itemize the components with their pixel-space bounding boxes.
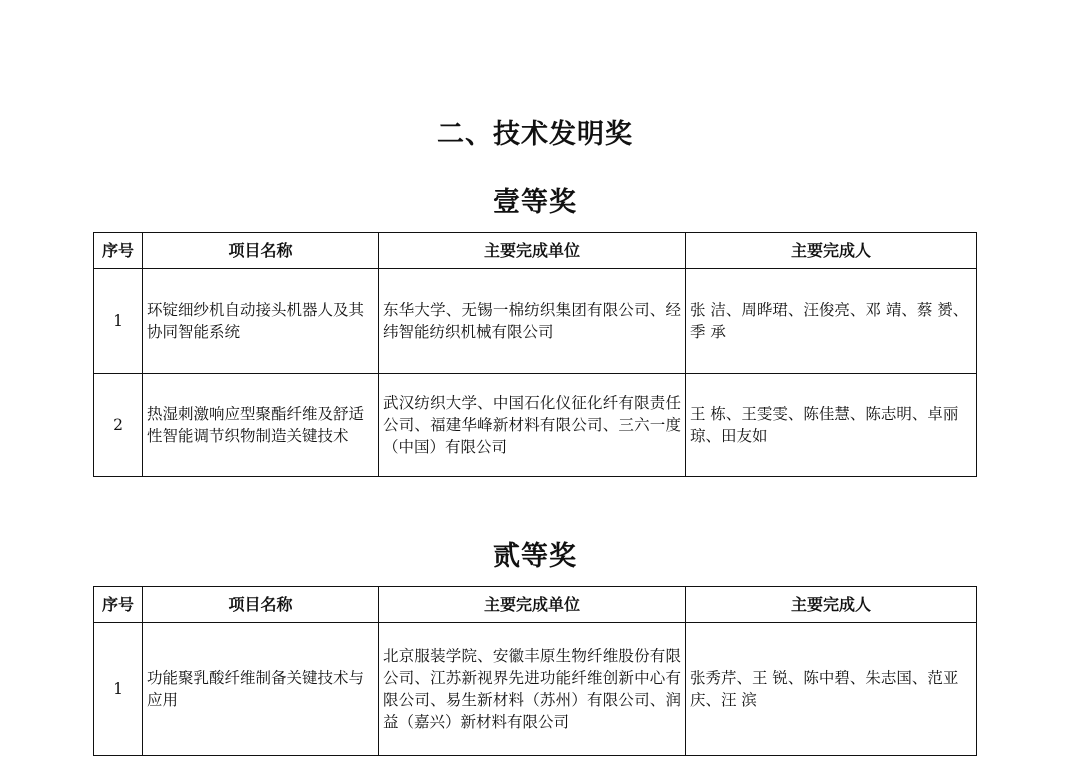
table-row (94, 374, 977, 477)
cell-main-unit: 北京服装学院、安徽丰原生物纤维股份有限公司、江苏新视界先进功能纤维创新中心有限公司、易生新材料（苏州）有限公司、润益（嘉兴）新材料有限公司 (379, 623, 686, 756)
cell-project-name: 环锭细纱机自动接头机器人及其协同智能系统 (143, 269, 379, 374)
table-row (94, 623, 977, 756)
cell-main-people: 张秀芹、王 锐、陈中碧、朱志国、范亚庆、汪 滨 (686, 623, 977, 756)
first-prize-table (93, 232, 977, 477)
header-main-people: 主要完成人 (686, 587, 977, 623)
cell-project-name: 功能聚乳酸纤维制备关键技术与应用 (143, 623, 379, 756)
header-main-unit: 主要完成单位 (379, 587, 686, 623)
header-project-name: 项目名称 (143, 587, 379, 623)
cell-seq: 1 (94, 269, 143, 374)
header-main-unit: 主要完成单位 (379, 233, 686, 269)
table-row (94, 269, 977, 374)
page-title: 二、技术发明奖 (437, 119, 633, 150)
cell-seq: 2 (94, 374, 143, 477)
cell-main-people: 王 栋、王雯雯、陈佳慧、陈志明、卓丽琼、田友如 (686, 374, 977, 477)
table-header-row (94, 233, 977, 269)
section-title-first-prize: 壹等奖 (493, 187, 577, 218)
cell-main-unit: 东华大学、无锡一棉纺织集团有限公司、经纬智能纺织机械有限公司 (379, 269, 686, 374)
cell-seq: 1 (94, 623, 143, 756)
cell-main-people: 张 洁、周晔珺、汪俊亮、邓 靖、蔡 赟、季 承 (686, 269, 977, 374)
cell-project-name: 热湿刺激响应型聚酯纤维及舒适性智能调节织物制造关键技术 (143, 374, 379, 477)
table-header-row (94, 587, 977, 623)
header-main-people: 主要完成人 (686, 233, 977, 269)
second-prize-table (93, 586, 977, 756)
section-title-second-prize: 贰等奖 (493, 541, 577, 572)
cell-main-unit: 武汉纺织大学、中国石化仪征化纤有限责任公司、福建华峰新材料有限公司、三六一度（中国）有限公司 (379, 374, 686, 477)
header-seq: 序号 (94, 233, 143, 269)
header-seq: 序号 (94, 587, 143, 623)
header-project-name: 项目名称 (143, 233, 379, 269)
